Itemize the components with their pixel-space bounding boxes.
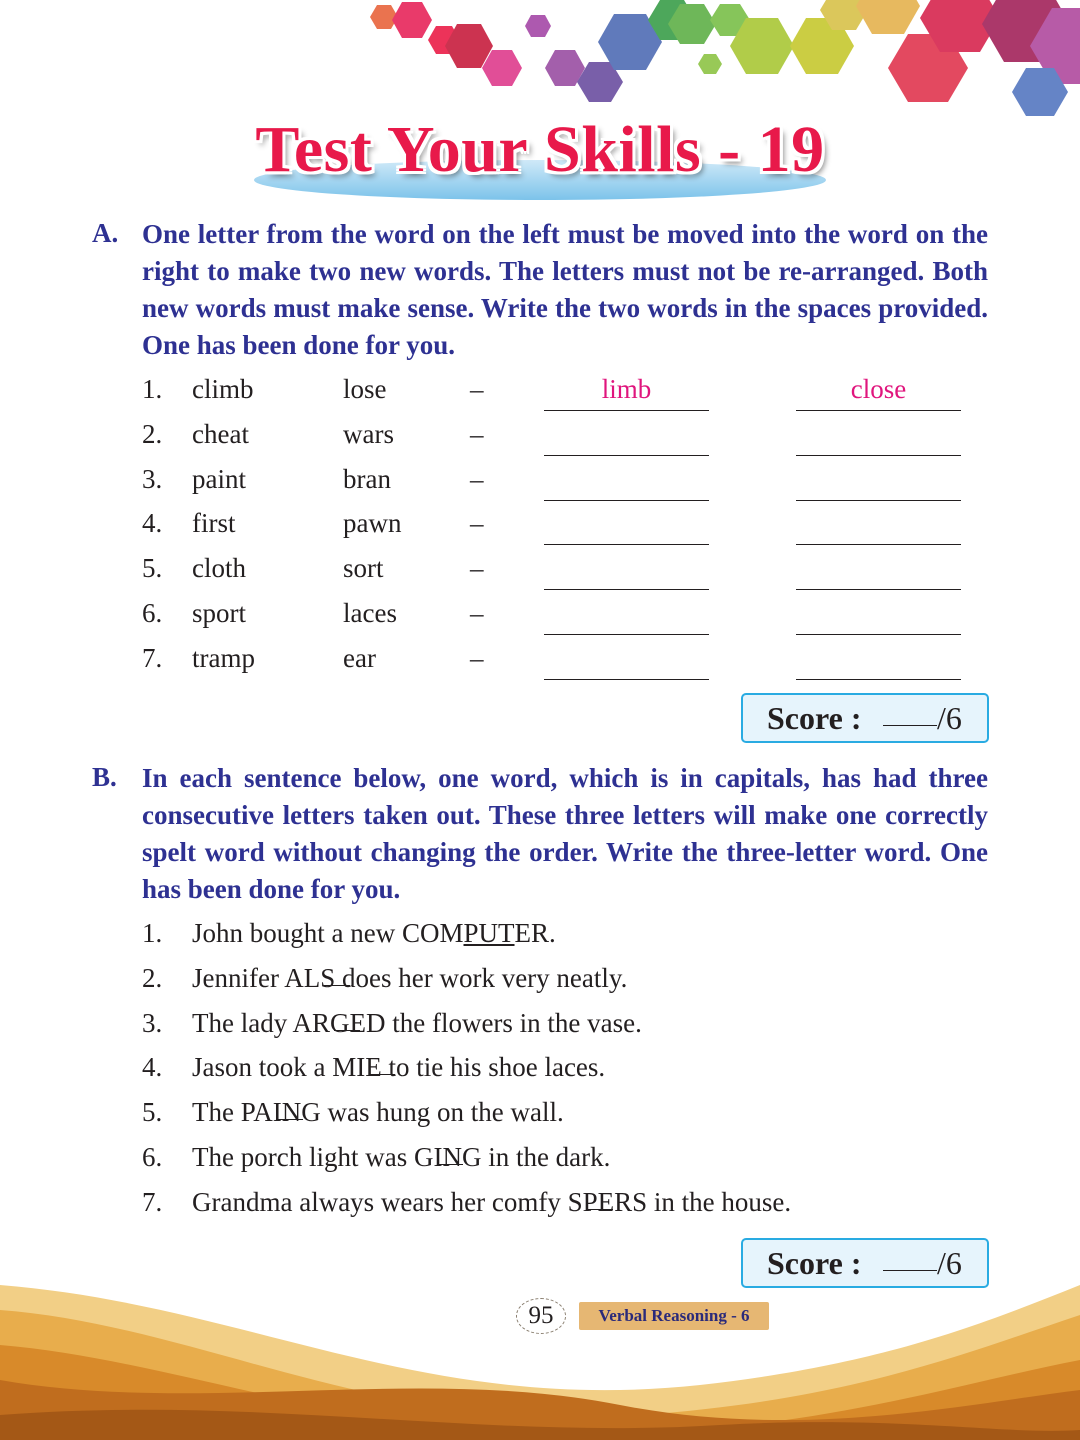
section-b-row: [0, 963, 1080, 1007]
dash: –: [470, 553, 484, 584]
sentence-end: PERS in the house.: [582, 1186, 792, 1217]
row-number: 5.: [142, 1097, 163, 1128]
sentence-end: ER.: [514, 918, 556, 948]
row-number: 1.: [142, 918, 163, 948]
filled-answer: PUT: [463, 918, 515, 948]
title-banner: [250, 112, 830, 198]
section-a-row: [0, 374, 1080, 418]
section-b-row: [0, 1008, 1080, 1052]
dash: –: [470, 508, 484, 539]
section-b-row: [0, 1052, 1080, 1096]
sentence-end: GED the flowers in the vase.: [329, 1007, 642, 1038]
left-word: tramp: [192, 642, 255, 673]
score-blank[interactable]: [883, 725, 937, 726]
right-word: lose: [343, 374, 387, 404]
row-number: 1.: [142, 374, 163, 404]
left-word: cloth: [192, 553, 246, 584]
dash: –: [470, 418, 484, 449]
section-a-row: [0, 464, 1080, 508]
answer-1: limb: [601, 374, 652, 404]
score-total: /6: [937, 700, 962, 736]
score-total: /6: [937, 1245, 962, 1281]
row-number: 6.: [142, 598, 163, 628]
wave-decoration: [0, 1265, 1080, 1440]
sentence-start: Grandma always wears her comfy S: [192, 1186, 583, 1217]
score-label: Score :: [767, 700, 862, 736]
section-b-letter: B.: [92, 762, 117, 792]
right-word: wars: [343, 418, 394, 449]
section-b-row: [0, 1142, 1080, 1186]
right-word: sort: [343, 553, 384, 584]
section-b-row: [0, 918, 1080, 962]
dash: –: [470, 598, 484, 628]
section-b-row: [0, 1187, 1080, 1231]
right-word: laces: [343, 598, 397, 628]
score-label: Score :: [767, 1245, 862, 1281]
row-number: 3.: [142, 1007, 163, 1038]
sentence-start: John bought a new COM: [192, 918, 464, 948]
dash: –: [470, 642, 484, 673]
row-number: 5.: [142, 553, 163, 584]
sentence-start: Jennifer AL: [192, 962, 321, 993]
section-a-row: [0, 508, 1080, 552]
row-number: 4.: [142, 1052, 163, 1083]
sentence-start: Jason took a MI: [192, 1052, 366, 1083]
section-a-score-box: [741, 693, 989, 743]
left-word: paint: [192, 463, 246, 494]
book-label: Verbal Reasoning - 6: [579, 1302, 769, 1330]
sentence-end: E to tie his shoe laces.: [365, 1052, 606, 1083]
sentence-end: ING in the dark.: [433, 1142, 611, 1172]
section-b-instructions: In each sentence below, one word, which is in capitals, has had three consecutive letters taken out. These three letters will make one correctly spelt word without changing the order. Write the three-letter word. One has been done for you.: [142, 763, 988, 904]
section-a-row: [0, 553, 1080, 597]
row-number: 3.: [142, 463, 163, 494]
left-word: cheat: [192, 418, 249, 449]
section-b-row: [0, 1097, 1080, 1141]
row-number: 2.: [142, 962, 163, 993]
right-word: pawn: [343, 508, 402, 539]
page-number: 95: [516, 1298, 566, 1334]
section-a-row: [0, 643, 1080, 687]
right-word: bran: [343, 463, 391, 494]
section-a-instructions: One letter from the word on the left must be moved into the word on the right to make two new words. The letters must not be re-arranged. Both new words must make sense. Write the two words in the spaces provided. One has been done for you.: [142, 219, 988, 360]
left-word: sport: [192, 598, 246, 628]
dash: –: [470, 463, 484, 494]
right-word: ear: [343, 642, 376, 673]
answer-2: close: [850, 374, 907, 404]
sentence-start: The lady AR: [192, 1007, 330, 1038]
sentence-start: The porch light was G: [192, 1142, 434, 1172]
row-number: 4.: [142, 508, 163, 539]
left-word: first: [192, 508, 236, 539]
sentence-start: The PA: [192, 1097, 273, 1128]
sentence-end: S does her work very neatly.: [320, 962, 628, 993]
left-word: climb: [192, 374, 254, 404]
section-a-row: [0, 419, 1080, 463]
section-a-row: [0, 598, 1080, 642]
row-number: 6.: [142, 1142, 163, 1172]
row-number: 7.: [142, 1186, 163, 1217]
dash: –: [470, 374, 484, 404]
row-number: 2.: [142, 418, 163, 449]
row-number: 7.: [142, 642, 163, 673]
section-a-letter: A.: [92, 218, 119, 248]
sentence-end: ING was hung on the wall.: [272, 1097, 564, 1128]
page-title: Test Your Skills - 19: [255, 113, 825, 186]
